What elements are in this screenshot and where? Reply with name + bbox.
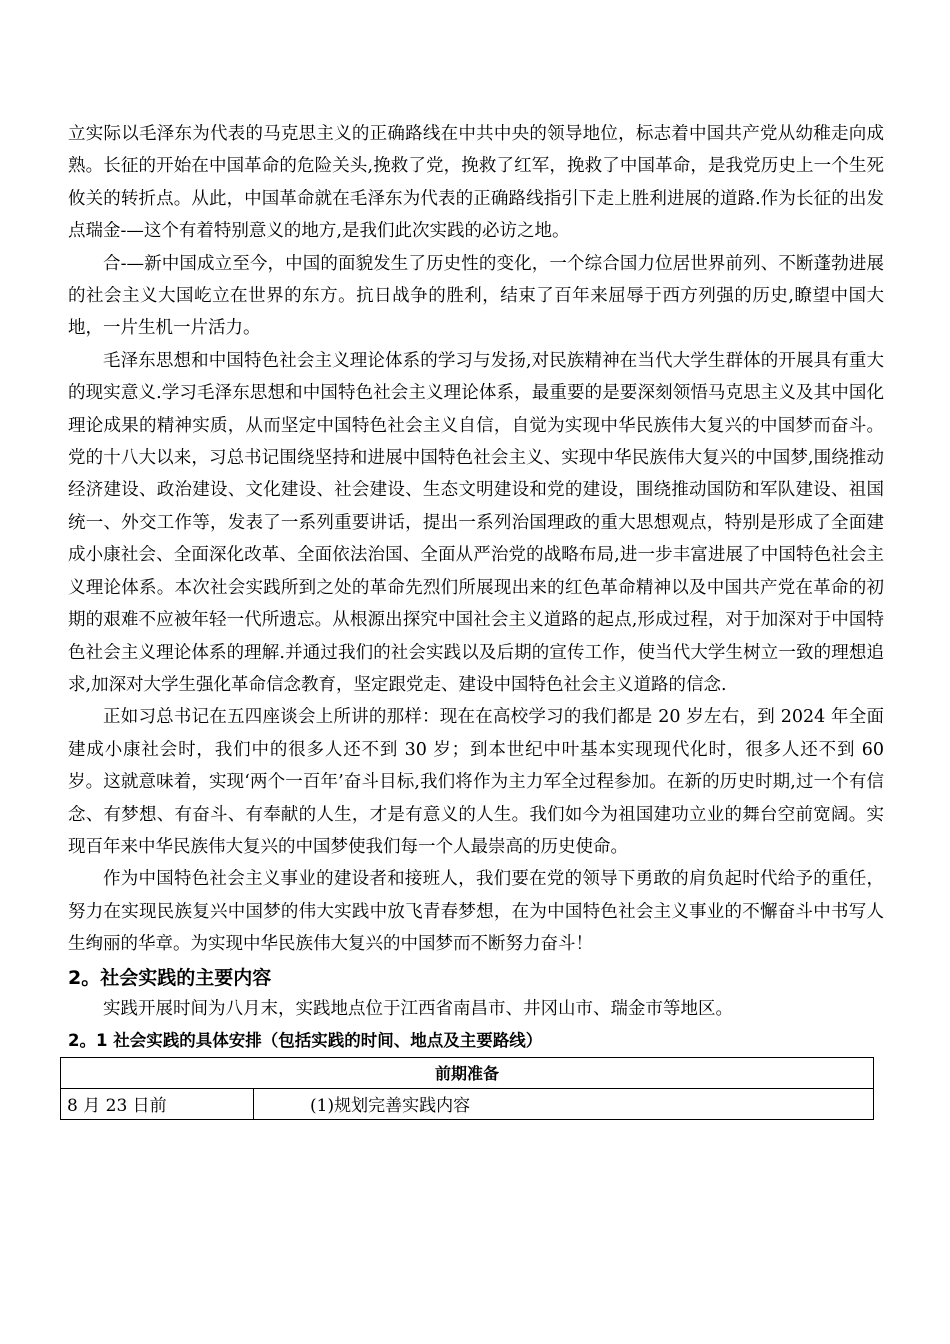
schedule-header-cell: 前期准备: [61, 1057, 874, 1088]
paragraph-changzheng: 立实际以毛泽东为代表的马克思主义的正确路线在中共中央的领导地位，标志着中国共产党从幼稚走向成熟。长征的开始在中国革命的危险关头,挽救了党，挽救了红军，挽救了中国革命，是我党历史上一个生死攸关的转折点。从此，中国革命就在毛泽东为代表的正确路线指引下走上胜利进展的道路.作为长征的出发点瑞金-—这个有着特别意义的地方,是我们此次实践的必访之地。: [68, 124, 884, 242]
section-2-1-heading: 2。1 社会实践的具体安排（包括实践的时间、地点及主要路线）: [68, 1030, 543, 1050]
paragraph-wusi-speech: 正如习总书记在五四座谈会上所讲的那样：现在在高校学习的我们都是 20 岁左右，到 2024 年全面建成小康社会时，我们中的很多人还不到 30 岁；到本世纪中叶基本实现现代化时，很多人还不到 60 岁。这就意味着，实现‘两个一百年’奋斗目标,我们将作为主力军全过程参加。在新的历史时期,过一个有信念、有梦想、有奋斗、有奉献的人生，才是有意义的人生。我们如今为祖国建功立业的舞台空前宽阔。实现百年来中华民族伟大复兴的中国梦使我们每一个人最崇高的历史使命。: [68, 707, 884, 857]
paragraph-mission: 作为中国特色社会主义事业的建设者和接班人，我们要在党的领导下勇敢的肩负起时代给予的重任，努力在实现民族复兴中国梦的伟大实践中放飞青春梦想，在为中国特色社会主义事业的不懈奋斗中书写人生绚丽的华章。为实现中华民族伟大复兴的中国梦而不断努力奋斗！: [68, 869, 884, 955]
schedule-date-cell: 8 月 23 日前: [61, 1088, 254, 1119]
section-2-intro: 实践开展时间为八月末，实践地点位于江西省南昌市、井冈山市、瑞金市等地区。: [103, 998, 733, 1019]
schedule-task-cell: (1)规划完善实践内容: [254, 1088, 874, 1119]
schedule-table: [60, 1057, 874, 1120]
document-page: [68, 118, 884, 1120]
paragraph-theory-study: 毛泽东思想和中国特色社会主义理论体系的学习与发扬,对民族精神在当代大学生群体的开展具有重大的现实意义.学习毛泽东思想和中国特色社会主义理论体系，最重要的是要深刻领悟马克思主义及其中国化理论成果的精神实质，从而坚定中国特色社会主义自信，自觉为实现中华民族伟大复兴的中国梦而奋斗。党的十八大以来，习总书记围绕坚持和进展中国特色社会主义、实现中华民族伟大复兴的中国梦,围绕推动经济建设、政治建设、文化建设、社会建设、生态文明建设和党的建设，围绕推动国防和军队建设、祖国统一、外交工作等，发表了一系列重要讲话，提出一系列治国理政的重大思想观点，特别是形成了全面建成小康社会、全面深化改革、全面依法治国、全面从严治党的战略布局,进一步丰富进展了中国特色社会主义理论体系。本次社会实践所到之处的革命先烈们所展现出来的红色革命精神以及中国共产党在革命的初期的艰难不应被年轻一代所遗忘。从根源出探究中国社会主义道路的起点,形成过程，对于加深对于中国特色社会主义理论体系的理解.并通过我们的社会实践以及后期的宣传工作，使当代大学生树立一致的理想追求,加深对大学生强化革命信念教育，坚定跟党走、建设中国特色社会主义道路的信念.: [68, 350, 884, 695]
schedule-header-row: [61, 1057, 874, 1088]
paragraph-new-china: 合-—新中国成立至今，中国的面貌发生了历史性的变化，一个综合国力位居世界前列、不断蓬勃进展的社会主义大国屹立在世界的东方。抗日战争的胜利，结束了百年来屈辱于西方列强的历史,瞭望中国大地，一片生机一片活力。: [68, 253, 884, 339]
section-2-heading: 2。社会实践的主要内容: [68, 966, 272, 989]
schedule-row: [61, 1088, 874, 1119]
